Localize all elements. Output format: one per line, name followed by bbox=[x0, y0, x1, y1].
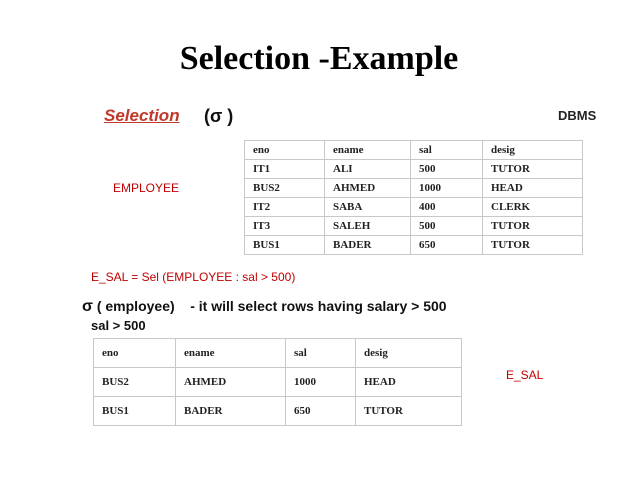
table-row bbox=[245, 179, 583, 198]
table-header-cell: eno bbox=[94, 339, 176, 368]
table-row bbox=[94, 397, 462, 426]
table-cell: 500 bbox=[411, 217, 483, 236]
table-row bbox=[245, 160, 583, 179]
table-header-row bbox=[245, 141, 583, 160]
employee-table bbox=[244, 140, 583, 255]
table-header-cell: desig bbox=[356, 339, 462, 368]
table-header-cell: sal bbox=[411, 141, 483, 160]
table-header-cell: sal bbox=[286, 339, 356, 368]
sigma-line bbox=[82, 298, 447, 316]
table-row bbox=[245, 236, 583, 255]
table-cell: CLERK bbox=[483, 198, 583, 217]
selection-symbol: (σ ) bbox=[204, 106, 234, 126]
selection-heading: Selection bbox=[104, 106, 180, 125]
table-cell: TUTOR bbox=[483, 236, 583, 255]
sigma-condition: sal > 500 bbox=[91, 318, 146, 333]
table-cell: 1000 bbox=[411, 179, 483, 198]
table-cell: TUTOR bbox=[356, 397, 462, 426]
table-header-cell: eno bbox=[245, 141, 325, 160]
table-cell: 650 bbox=[286, 397, 356, 426]
table-cell: BADER bbox=[325, 236, 411, 255]
sigma-symbol: σ bbox=[82, 298, 93, 315]
table-cell: TUTOR bbox=[483, 217, 583, 236]
table-cell: AHMED bbox=[176, 368, 286, 397]
esal-label: E_SAL bbox=[506, 368, 544, 382]
esal-definition: E_SAL = Sel (EMPLOYEE : sal > 500) bbox=[91, 270, 296, 284]
employee-label: EMPLOYEE bbox=[113, 181, 180, 195]
table-header-cell: desig bbox=[483, 141, 583, 160]
table-cell: HEAD bbox=[483, 179, 583, 198]
table-cell: BUS2 bbox=[94, 368, 176, 397]
slide-title: Selection -Example bbox=[179, 40, 459, 77]
table-cell: HEAD bbox=[356, 368, 462, 397]
table-cell: IT1 bbox=[245, 160, 325, 179]
table-cell: ALI bbox=[325, 160, 411, 179]
table-header-row bbox=[94, 339, 462, 368]
table-cell: BUS1 bbox=[245, 236, 325, 255]
table-cell: 400 bbox=[411, 198, 483, 217]
table-cell: TUTOR bbox=[483, 160, 583, 179]
dbms-label: DBMS bbox=[558, 108, 597, 123]
table-row bbox=[94, 368, 462, 397]
table-header-cell: ename bbox=[176, 339, 286, 368]
table-cell: SALEH bbox=[325, 217, 411, 236]
table-cell: IT2 bbox=[245, 198, 325, 217]
table-cell: SABA bbox=[325, 198, 411, 217]
table-cell: BUS2 bbox=[245, 179, 325, 198]
table-cell: 650 bbox=[411, 236, 483, 255]
table-cell: BADER bbox=[176, 397, 286, 426]
table-cell: BUS1 bbox=[94, 397, 176, 426]
esal-table bbox=[93, 338, 462, 426]
table-cell: 500 bbox=[411, 160, 483, 179]
table-cell: IT3 bbox=[245, 217, 325, 236]
table-header-cell: ename bbox=[325, 141, 411, 160]
table-row bbox=[245, 198, 583, 217]
table-cell: 1000 bbox=[286, 368, 356, 397]
table-row bbox=[245, 217, 583, 236]
table-cell: AHMED bbox=[325, 179, 411, 198]
sigma-description: ( employee) - it will select rows having salary > 500 bbox=[96, 298, 447, 314]
